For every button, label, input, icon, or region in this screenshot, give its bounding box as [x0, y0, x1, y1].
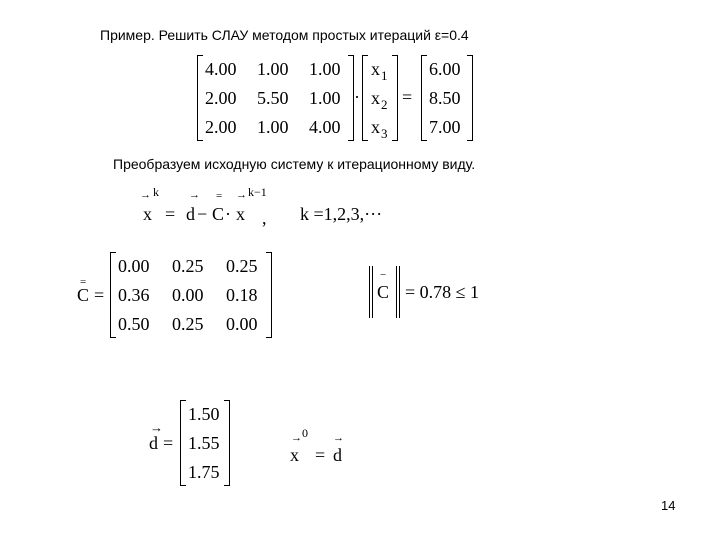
vector-arrow: → — [333, 432, 344, 444]
matrix-cell: 5.50 — [257, 88, 289, 108]
vector-cell: 7.00 — [429, 117, 461, 137]
x-subscript: 3 — [381, 126, 388, 141]
formula-x-superscript: k — [153, 185, 159, 199]
formula-c: C — [212, 204, 225, 224]
formula-x-prev-superscript: k−1 — [248, 185, 267, 199]
initial-d: d — [333, 445, 342, 465]
vector-cell — [371, 117, 397, 146]
norm-bar — [372, 266, 373, 318]
vector-cell: 1.75 — [188, 462, 220, 482]
formula-minus: − — [197, 204, 208, 224]
x-subscript: 2 — [381, 97, 388, 112]
vector-cell: 8.50 — [429, 88, 461, 108]
matrix-marker: − — [380, 269, 387, 281]
subtitle: Преобразуем исходную систему к итерационному виду. — [113, 156, 476, 172]
matrix-cell: 2.00 — [205, 88, 237, 108]
vector-arrow: → — [140, 189, 151, 201]
x-variable: x — [371, 117, 380, 137]
matrix-a — [197, 55, 354, 141]
matrix-cell: 1.00 — [257, 59, 289, 79]
matrix-cell: 0.25 — [226, 256, 258, 276]
formula-equals: = — [165, 204, 176, 224]
formula-d: d — [186, 204, 195, 224]
iteration-formula — [140, 185, 410, 229]
matrix-c — [110, 252, 272, 338]
vector-d-cells — [188, 404, 228, 491]
vector-cell: 1.55 — [188, 433, 220, 453]
matrix-a-cells — [205, 59, 357, 146]
matrix-cell: 0.25 — [172, 314, 204, 334]
matrix-cell: 0.00 — [226, 314, 258, 334]
vector-cell — [371, 59, 397, 88]
matrix-cell: 0.50 — [118, 314, 150, 334]
matrix-cell: 4.00 — [205, 59, 237, 79]
k-range: k =1,2,3,··· — [300, 204, 383, 224]
norm-bar — [399, 266, 400, 318]
vector-cell: 6.00 — [429, 59, 461, 79]
norm-c: C — [377, 282, 390, 302]
vector-b-cells — [429, 59, 471, 146]
vector-arrow: → — [150, 420, 163, 435]
matrix-cell: 0.18 — [226, 285, 258, 305]
equals-sign: = — [402, 87, 413, 107]
matrix-c-cells — [118, 256, 274, 343]
x-variable: x — [371, 88, 380, 108]
matrix-cell: 0.25 — [172, 256, 204, 276]
matrix-marker: = — [216, 190, 223, 202]
norm-value: = 0.78 ≤ 1 — [405, 282, 480, 302]
vector-d — [180, 400, 230, 486]
d-label: d — [149, 433, 158, 453]
matrix-marker: = — [80, 276, 87, 288]
formula-x-prev: x — [236, 204, 245, 224]
vector-cell: 1.50 — [188, 404, 220, 424]
norm-bar — [396, 266, 397, 318]
matrix-cell: 1.00 — [257, 117, 289, 137]
multiply-dot: · — [354, 87, 360, 107]
d-equals: = — [163, 433, 174, 453]
vector-x-cells — [371, 59, 397, 146]
matrix-cell: 1.00 — [309, 59, 341, 79]
matrix-cell: 0.00 — [172, 285, 204, 305]
c-equals: = — [94, 285, 105, 305]
x-subscript: 1 — [381, 68, 388, 83]
matrix-cell: 0.00 — [118, 256, 150, 276]
vector-arrow: → — [189, 189, 200, 201]
vector-arrow: → — [236, 189, 247, 201]
vector-b — [421, 55, 473, 141]
formula-dot: · — [225, 204, 231, 224]
page-number: 14 — [661, 498, 676, 513]
vector-x — [362, 55, 398, 141]
formula-comma: , — [262, 208, 267, 228]
formula-x: x — [143, 204, 152, 224]
matrix-cell: 1.00 — [309, 88, 341, 108]
c-label: C — [77, 285, 90, 305]
vector-arrow: → — [291, 432, 302, 444]
initial-x-superscript: 0 — [302, 426, 308, 440]
matrix-cell: 0.36 — [118, 285, 150, 305]
x-variable: x — [371, 59, 380, 79]
vector-cell — [371, 88, 397, 117]
matrix-cell: 2.00 — [205, 117, 237, 137]
matrix-cell: 4.00 — [309, 117, 341, 137]
initial-equals: = — [315, 445, 326, 465]
page-title: Пример. Решить СЛАУ методом простых итераций ε=0.4 — [100, 27, 469, 43]
norm-bar — [369, 266, 370, 318]
initial-x: x — [290, 445, 299, 465]
